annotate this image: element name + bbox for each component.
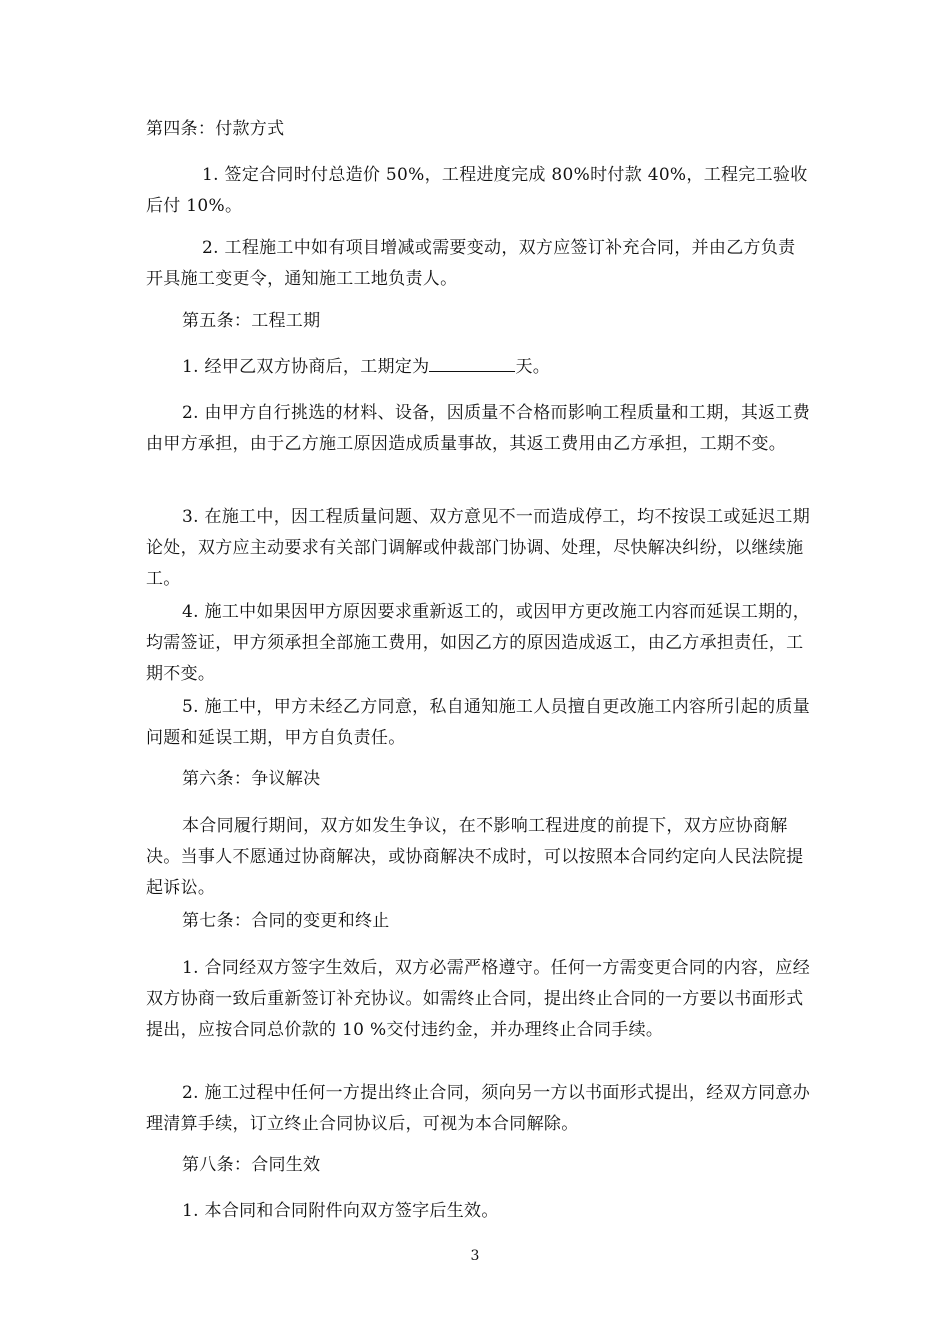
article-5-clause-5: 5. 施工中，甲方未经乙方同意，私自通知施工人员擅自更改施工内容所引起的质量问题和延误工期，甲方自负责任。 [146,697,811,748]
article-7-clause-2: 2. 施工过程中任何一方提出终止合同，须向另一方以书面形式提出，经双方同意办理清算手续，订立终止合同协议后，可视为本合同解除。 [146,1083,811,1134]
article-6-heading: 第六条：争议解决 [182,769,321,789]
article-7-heading: 第七条：合同的变更和终止 [182,911,390,931]
blank-underline [429,355,515,372]
article-5-clause-1-suffix: 天。 [515,357,551,377]
article-7-clause-1: 1. 合同经双方签字生效后，双方必需严格遵守。任何一方需变更合同的内容，应经双方协商一致后重新签订补充协议。如需终止合同，提出终止合同的一方要以书面形式提出，应按合同总价款的 10 %交付违约金，并办理终止合同手续。 [146,958,811,1040]
article-5-clause-1-text: 1. 经甲乙双方协商后，工期定为 [182,357,430,377]
article-5-clause-2: 2. 由甲方自行挑选的材料、设备，因质量不合格而影响工程质量和工期，其返工费由甲方承担，由于乙方施工原因造成质量事故，其返工费用由乙方承担，工期不变。 [146,403,811,454]
article-5-clause-1 [146,352,812,383]
page-number: 3 [470,1248,480,1264]
article-5-clause-3: 3. 在施工中，因工程质量问题、双方意见不一而造成停工，均不按误工或延迟工期论处，双方应主动要求有关部门调解或仲裁部门协调、处理，尽快解决纠纷，以继续施工。 [146,507,811,589]
article-4-heading: 第四条：付款方式 [146,119,285,139]
article-4-clause-2: 2. 工程施工中如有项目增减或需要变动，双方应签订补充合同，并由乙方负责开具施工变更令，通知施工工地负责人。 [146,238,796,289]
article-8-clause-1: 1. 本合同和合同附件向双方签字后生效。 [182,1201,499,1221]
article-6-clause: 本合同履行期间，双方如发生争议，在不影响工程进度的前提下，双方应协商解决。当事人不愿通过协商解决，或协商解决不成时，可以按照本合同约定向人民法院提起诉讼。 [146,816,804,898]
article-8-heading: 第八条：合同生效 [182,1155,321,1175]
article-4-clause-1: 1. 签定合同时付总造价 50%，工程进度完成 80%时付款 40%，工程完工验收后付 10%。 [146,165,808,216]
article-5-clause-4: 4. 施工中如果因甲方原因要求重新返工的，或因甲方更改施工内容而延误工期的，均需签证，甲方须承担全部施工费用，如因乙方的原因造成返工，由乙方承担责任，工期不变。 [146,602,811,684]
article-5-heading: 第五条：工程工期 [182,311,321,331]
